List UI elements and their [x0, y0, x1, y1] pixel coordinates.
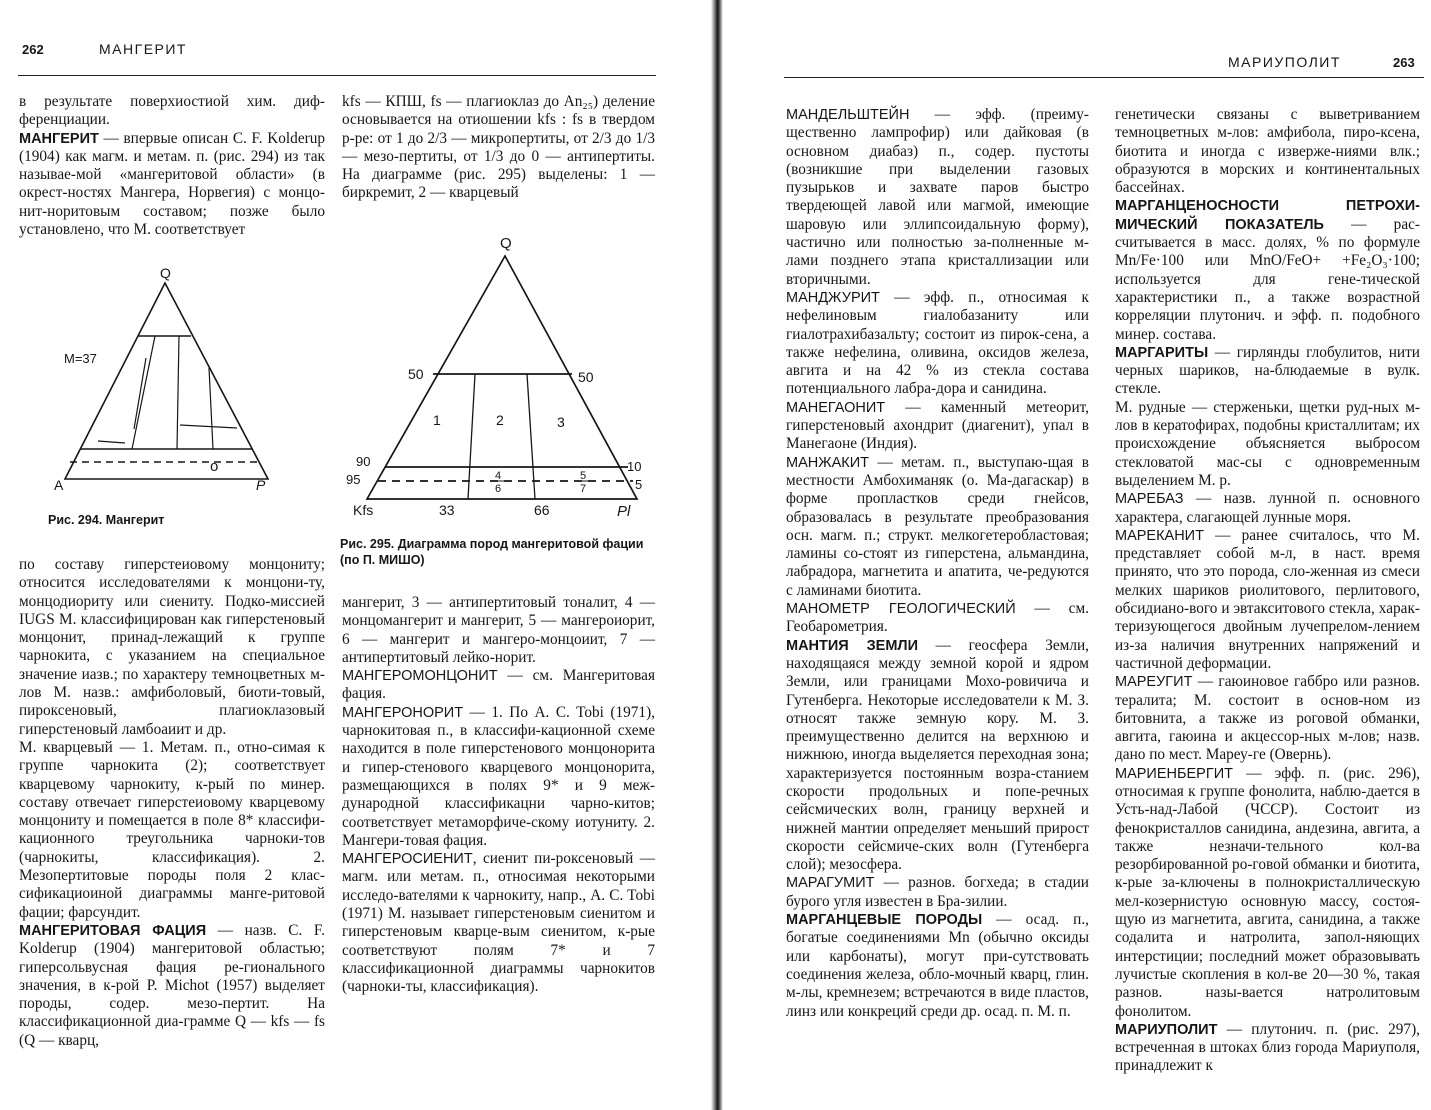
column-3 [786, 106, 1089, 1021]
entry-text: генетически связаны с выветриванием темноцветных м-лов: амфибола, пиро-ксена, биотита и иногда с изверже-ниями влк.; образуются в морских и континентальных бассейнах. [1115, 106, 1420, 197]
column-4 [1115, 106, 1420, 1076]
fig295-right-vertex: Pl [617, 503, 631, 520]
entry-text: — гирлянды глобулитов, нити черных шариков, на-блюдаемые в вулк. стекле. [1115, 343, 1420, 398]
dictionary-entry [786, 637, 1089, 875]
fig295-field-1: 1 [433, 412, 441, 428]
dictionary-entry [1115, 765, 1420, 1021]
column-2-top [342, 93, 655, 203]
dictionary-entry [19, 922, 325, 1050]
entry-term: МАРИЕНБЕРГИТ [1115, 765, 1233, 782]
right-page [722, 0, 1431, 1110]
fig295-field-2: 2 [496, 412, 504, 428]
left-page [0, 0, 712, 1110]
entry-term: МАНОМЕТР ГЕОЛОГИЧЕСКИЙ [786, 601, 1016, 618]
fig295-field-7: 7 [580, 483, 587, 495]
fig295-right-tick-3: 5 [635, 477, 643, 492]
dictionary-entry [786, 911, 1089, 1021]
figure-295 [338, 234, 658, 524]
entry-text: — рас-считывается в масс. долях, % по формуле Mn/Fe·100 или MnO/FeO+ +Fe₂O₃·100; используется для гене-тической характеристики п., а также возрастной корреляции плутонич. и эфф. п. подобного минер. состава. [1115, 215, 1420, 343]
entry-term: МАНГЕРИТОВАЯ ФАЦИЯ [19, 922, 207, 939]
entry-text: в результате поверхиостиой хим. диф-ференциации. [19, 93, 325, 129]
entry-text: — назв. C. F. Kolderup (1904) мангеритовой областью; гиперсольвусная фация ре-гионального значения, в к-рой P. Michot (1957) выделяет породы, содер. мезо-пертит. На классификационной диа-грамме Q — kfs — fs (Q — кварц, [19, 921, 325, 1049]
entry-text: — см. Мангеритовая фация. [342, 667, 655, 703]
entry-term: МАНДЖУРИТ [786, 289, 880, 306]
fig295-left-tick-1: 50 [408, 366, 424, 382]
entry-term: МАНДЕЛЬШТЕЙН [786, 107, 910, 123]
entry-text: — назв. лунной п. основного характера, слагающей лунные моря. [1115, 490, 1420, 526]
fig295-field-4: 4 [495, 470, 502, 482]
entry-text: по составу гиперстеиовому монцониту; относится исследователями к монцони-ту, монцодиориту или сиениту. Подко-миссией IUGS М. классифицирован как гиперстеновый монцонит, принад-лежащий к группе чарнокита, с указанием на специальное значение иазв.; по характеру темноцветных м-лов М. назв.: амфиболовый, биоти-товый, пироксеновый, плагиоклазовый гиперстеновый ламбоаиит и др. [19, 556, 325, 738]
entry-text: kfs — КПШ, fs — плагиоклаз до An₂₅) деление основывается на отиошении kfs : fs в твердом р-ре: от 1 до 2/3 — микропертиты, от 2/3 до 1/3 — мезо-пертиты, от 1/3 до 0 — антипертиты. На диаграмме (рис. 295) выделены: 1 — биркремит, 2 — кварцевый [342, 93, 655, 202]
dictionary-entry [1115, 673, 1420, 764]
entry-term: МАРЕБАЗ [1115, 491, 1184, 508]
entry-text: — эфф. п. (рис. 296), относимая к группе фонолита, наблю-дается в Усть-над-Лабой (ЧССР). Состоит из фенокристаллов санидина, андезина, авгита, а также незначи-тельного кол-ва резорбированной ро-говой обманки и биотита, к-рые за-ключены в полнокристаллическую мел-козернистую основную массу, состоя-щую из магнетита, авгита, санидина, а также содалита и натролита, запол-няющих интерстиции; последний может образовывать лучистые скопления в кол-ве 20—30 %, такая разнов. назы-вается натролитовым фонолитом. [1115, 764, 1420, 1020]
entry-term: МАНГЕРОНОРИТ [342, 704, 464, 721]
page-number-right: 263 [1393, 55, 1415, 70]
fig295-right-tick-2: 10 [627, 459, 642, 474]
dictionary-entry [1115, 106, 1420, 197]
dictionary-entry [1115, 490, 1420, 527]
column-1-bottom [19, 556, 325, 1050]
dictionary-entry [1115, 344, 1420, 399]
entry-text: — разнов. богхеда; в стадии бурого угля известен в Бра-зилии. [786, 874, 1089, 910]
entry-term: МАРЕУГИТ [1115, 674, 1193, 691]
dictionary-entry [342, 704, 655, 850]
dictionary-entry [19, 556, 325, 739]
dictionary-entry [1115, 197, 1420, 343]
page-number-left: 262 [22, 42, 44, 57]
entry-text: — геосфера Земли, находящаяся между земной корой и ядром Земли, или границами Мохо-ровичича и Гутенберга. Некоторые исследователи к М. З. относят также земную кору. М. З. преимущественно делится на верхнюю и нижнюю, иногда выделяется переходная зона; характеризуется постоянным возра-станием скорости продольных и попе-речных сейсмических волн, границу верхней и нижней мантии определяет меньший прирост скорости сейсмиче-ских волн (Гутенберга слой); мезосфера. [786, 636, 1089, 874]
fig295-apex: Q [500, 235, 512, 252]
entry-term: МАНГЕРОМОНЦОНИТ [342, 668, 498, 685]
right-header [722, 53, 1431, 73]
header-rule-left [18, 75, 656, 76]
fig294-marker: o [210, 458, 219, 475]
fig295-left-vertex: Kfs [353, 502, 374, 518]
entry-text: — метам. п., выступаю-щая в местности Амбохиманяк (о. Ма-дагаскар) в форме пропластков среди гнейсов, образовалась в результате преобразования осн. магм. п.; структ. мелкогетеробластовая; ламины со-стоят из гиперстена, альмандина, лабрадора, магнетита и апатита, че-редуются с ламинами биотита. [786, 453, 1089, 599]
entry-text: , сиенит пи-роксеновый — магм. или метам. п., относимая некоторыми исследо-вателями к чарнокиту, напр., A. C. Tobi (1971) М. называет гиперстеновым сиенитом и гиперстеновым кварце-вым сиенитом, к-рые соответствуют полям 7* и 7 классификационной диаграммы чарнокитов (чарноки-ты, классификация). [342, 850, 655, 996]
figure-294 [54, 266, 294, 492]
entry-text: — каменный метеорит, гиперстеновый ахондрит (диагенит), упал в Манегаоне (Индия). [786, 398, 1089, 453]
column-1-top [19, 93, 325, 239]
fig295-left-tick-2: 90 [356, 454, 371, 469]
entry-term: МАРИУПОЛИТ [1115, 1021, 1218, 1038]
dictionary-entry [342, 667, 655, 704]
dictionary-entry [19, 739, 325, 922]
dictionary-entry [342, 594, 655, 667]
entry-term: МАРГАРИТЫ [1115, 344, 1209, 361]
fig295-left-tick-3: 95 [346, 472, 361, 487]
entry-term: МАРГАНЦЕНОСНОСТИ ПЕТРОХИ-МИЧЕСКИЙ ПОКАЗАТЕЛЬ [1115, 198, 1420, 233]
entry-text: — эфф. п., относимая к нефелиновым гиалобазаниту или гиалотрахибазальту; состоит из пирок-сена, а также нефелина, оливина, оксидов железа, авгита и на 42 % из стекла состава потенциального лабра-дора и санидина. [786, 288, 1089, 398]
dictionary-entry [786, 454, 1089, 600]
fig295-field-6: 6 [495, 483, 502, 495]
dictionary-entry [1115, 527, 1420, 673]
fig295-field-3: 3 [557, 414, 565, 430]
figure-294-caption: Рис. 294. Мангерит [48, 513, 165, 527]
running-head-left: МАНГЕРИТ [99, 41, 187, 57]
fig295-field-5: 5 [580, 470, 587, 482]
entry-text: — см. Геобарометрия. [786, 600, 1089, 636]
dictionary-entry [786, 106, 1089, 289]
entry-text: М. кварцевый — 1. Метам. п., отно-симая к группе чарнокита (2); соответствует кварцевому чарнокиту, к-рый по минер. составу отвечает гиперстеиовому кварцевому монцониту и помещается в поле 8* классифи-кационного треугольника чарноки-тов (чарнокиты, классификация). 2. Мезопертитовые породы поля 2 клас-сификациоиной диаграммы манге-ритовой фации; фарсундит. [19, 738, 325, 921]
dictionary-entry [19, 93, 325, 130]
entry-text: — эфф. (преиму-щественно лампрофир) или дайковая (в основном диабаз) п., содер. пустоты (возникшие при выделении газовых пузырьков и захвате паров быстро твердеющей лавой или магмой, имеющие шаровую или эллипсоидальную форму), частично или полностью за-полненные м-лами позднего этапа кристаллизации или вторичными. [786, 106, 1089, 288]
left-header [0, 40, 712, 60]
entry-text: — гаюиновое габбро или разнов. тералита; М. состоит в основ-ном из битовнита, а также из роговой обманки, авгита, гаюина и акцессор-ных м-лов; назв. дано по мест. Мареу-ге (Овернь). [1115, 673, 1420, 764]
figure-295-caption: Рис. 295. Диаграмма пород мангеритовой фации (по П. МИШО) [340, 537, 644, 567]
running-head-right: МАРИУПОЛИТ [1228, 54, 1341, 70]
dictionary-entry [786, 289, 1089, 399]
fig294-right-vertex: P [256, 477, 266, 493]
entry-term: МАНГЕРИТ [19, 130, 99, 147]
dictionary-entry [1115, 1021, 1420, 1076]
dictionary-entry [786, 600, 1089, 637]
entry-term: МАРЕКАНИТ [1115, 527, 1204, 544]
entry-term: МАНЖАКИТ [786, 454, 870, 471]
entry-term: МАРАГУМИТ [786, 875, 875, 892]
entry-term: МАРГАНЦЕВЫЕ ПОРОДЫ [786, 912, 983, 929]
fig294-left-vertex: A [54, 477, 64, 493]
dictionary-entry [786, 399, 1089, 454]
fig295-base-tick-1: 33 [439, 502, 455, 518]
fig295-right-tick-1: 50 [578, 369, 594, 385]
dictionary-entry [19, 130, 325, 240]
header-rule-right [784, 77, 1424, 78]
fig295-base-tick-2: 66 [534, 502, 550, 518]
entry-text: — осад. п., богатые соединениями Mn (обычно оксиды или карбонаты), могут при-сутствовать соединения железа, обло-мочный кварц, глин. м-лы, кремнезем; встречаются в виде пластов, линз или конкреций среди др. осад. п. М. п. [786, 911, 1089, 1020]
dictionary-entry [1115, 399, 1420, 490]
entry-text: М. рудные — стерженьки, щетки руд-ных м-лов в кератофирах, подобны кристаллитам; их происхождение объясняется выбросом стекловатой мас-сы с одновременным выделением М. р. [1115, 398, 1420, 489]
dictionary-entry [342, 850, 655, 996]
entry-text: — плутонич. п. (рис. 297), встреченная в штоках близ города Мариуполя, принадлежит к [1115, 1020, 1420, 1075]
dictionary-entry [342, 93, 655, 203]
fig294-apex: Q [160, 265, 171, 281]
entry-text: — ранее считалось, что М. представляет собой м-л, в наст. время принято, что это порода, сло-женная из смеси мелких шариков риолитового, перлитового, обсидиано-вого и эвтакситового стекла, харак-теризующегося двойным лучепрелом-лением из-за наличия внутренних напряжений и частичной деформации. [1115, 526, 1420, 672]
entry-term: МАНГЕРОСИЕНИТ [342, 851, 473, 868]
fig294-label: M=37 [64, 351, 97, 366]
entry-term: МАНТИЯ ЗЕМЛИ [786, 637, 918, 654]
entry-term: МАНЕГАОНИТ [786, 399, 886, 416]
entry-text: — впервые описан C. F. Kolderup (1904) как магм. и метам. п. (рис. 294) из так называе-мой «мангеритовой области» (в окрест-ностях Мангера, Норвегия) с монцо-нит-норитовым составом; позже было установлено, что М. соответствует [19, 129, 325, 239]
entry-text: мангерит, 3 — антипертитовый тоналит, 4 — монцомангерит и мангерит, 5 — мангероиорит, 6 — мангерит и мангеро-монцоиит, 7 — антипертитовый лейко-норит. [342, 594, 655, 666]
column-2-bottom [342, 594, 655, 997]
entry-text: — 1. По A. C. Tobi (1971), чарнокитовая п., в классифи-кационной схеме находится в поле гиперстенового монцонорита и гипер-стенового кварцевого монцонорита, размещающихся в полях 9* и 9 меж-дународной классификацни чарно-китов; соответствует метаморфиче-скому иотуниту. 2. Мангери-товая фация. [342, 703, 655, 849]
dictionary-entry [786, 874, 1089, 911]
